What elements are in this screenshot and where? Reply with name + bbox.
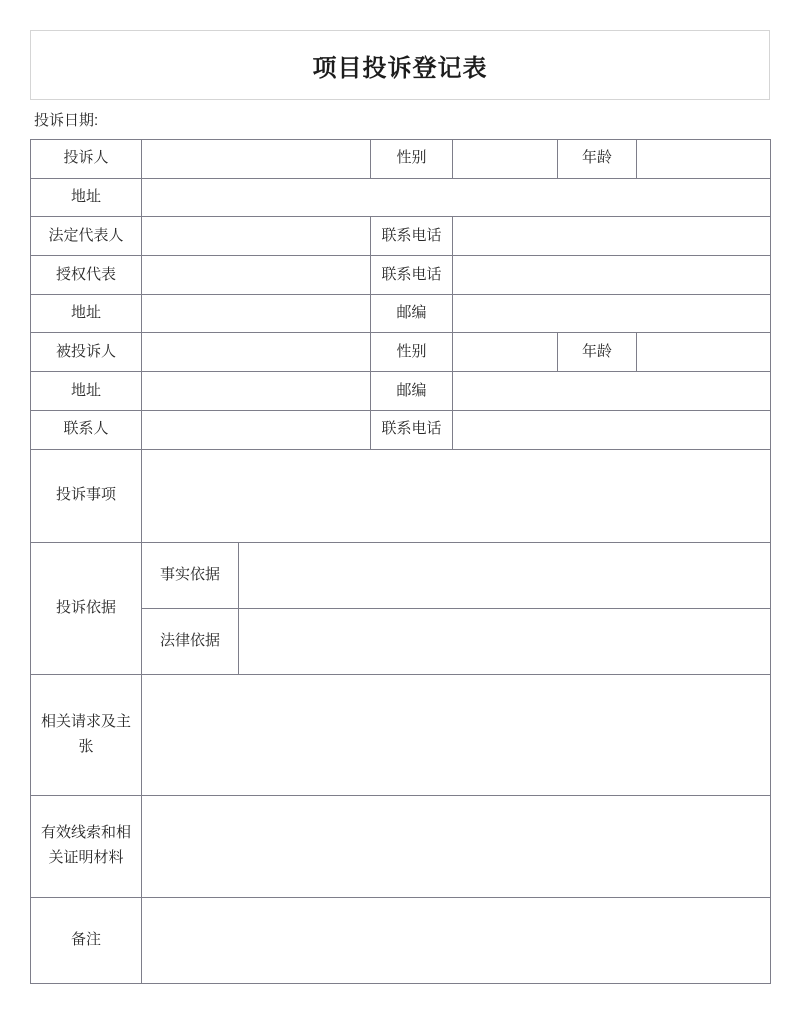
respondent-value-cell[interactable] [142, 333, 371, 372]
authorized-representative-phone-value-cell[interactable] [453, 256, 771, 295]
row-remarks [31, 897, 771, 983]
legal-basis-label: 法律依据 [142, 608, 239, 674]
complainant-age-label: 年龄 [558, 140, 637, 179]
complainant-gender-label: 性别 [371, 140, 453, 179]
complaint-form-table [30, 139, 771, 984]
complaint-form-sheet [30, 30, 770, 984]
claims-value-cell[interactable] [142, 674, 771, 795]
row-contact-person [31, 410, 771, 449]
claims-label: 相关请求及主张 [31, 674, 142, 795]
legal-representative-value-cell[interactable] [142, 217, 371, 256]
respondent-gender-label: 性别 [371, 333, 453, 372]
form-title: 项目投诉登记表 [312, 54, 488, 82]
row-legal-representative [31, 217, 771, 256]
row-evidence [31, 795, 771, 897]
form-title-box [30, 30, 770, 100]
complainant-age-value-cell[interactable] [637, 140, 771, 179]
complaint-date-row[interactable] [30, 100, 770, 139]
complainant-label: 投诉人 [31, 140, 142, 179]
complainant-address-label: 地址 [31, 178, 142, 217]
complaint-date-label: 投诉日期: [34, 112, 99, 129]
contact-person-phone-label: 联系电话 [371, 410, 453, 449]
complaint-matters-value-cell[interactable] [142, 449, 771, 542]
legal-representative-phone-value-cell[interactable] [453, 217, 771, 256]
contact-person-label: 联系人 [31, 410, 142, 449]
legal-basis-value-cell[interactable] [239, 608, 771, 674]
complainant-gender-value-cell[interactable] [453, 140, 558, 179]
row-complainant-address [31, 178, 771, 217]
respondent-postal-code-value-cell[interactable] [453, 372, 771, 411]
complainant-address-value-cell[interactable] [142, 178, 771, 217]
row-complainant [31, 140, 771, 179]
row-respondent-address [31, 372, 771, 411]
complaint-basis-label: 投诉依据 [31, 542, 142, 674]
representative-postal-code-value-cell[interactable] [453, 294, 771, 333]
respondent-gender-value-cell[interactable] [453, 333, 558, 372]
row-representative-address [31, 294, 771, 333]
respondent-age-value-cell[interactable] [637, 333, 771, 372]
representative-address-value-cell[interactable] [142, 294, 371, 333]
factual-basis-value-cell[interactable] [239, 542, 771, 608]
respondent-age-label: 年龄 [558, 333, 637, 372]
evidence-label: 有效线索和相关证明材料 [31, 795, 142, 897]
authorized-representative-value-cell[interactable] [142, 256, 371, 295]
row-claims [31, 674, 771, 795]
authorized-representative-phone-label: 联系电话 [371, 256, 453, 295]
representative-address-label: 地址 [31, 294, 142, 333]
authorized-representative-label: 授权代表 [31, 256, 142, 295]
legal-representative-label: 法定代表人 [31, 217, 142, 256]
complaint-matters-label: 投诉事项 [31, 449, 142, 542]
evidence-value-cell[interactable] [142, 795, 771, 897]
respondent-address-label: 地址 [31, 372, 142, 411]
row-factual-basis [31, 542, 771, 608]
row-authorized-representative [31, 256, 771, 295]
remarks-label: 备注 [31, 897, 142, 983]
remarks-value-cell[interactable] [142, 897, 771, 983]
complainant-value-cell[interactable] [142, 140, 371, 179]
row-legal-basis [31, 608, 771, 674]
row-complaint-matters [31, 449, 771, 542]
representative-postal-code-label: 邮编 [371, 294, 453, 333]
respondent-label: 被投诉人 [31, 333, 142, 372]
legal-representative-phone-label: 联系电话 [371, 217, 453, 256]
contact-person-phone-value-cell[interactable] [453, 410, 771, 449]
respondent-address-value-cell[interactable] [142, 372, 371, 411]
factual-basis-label: 事实依据 [142, 542, 239, 608]
contact-person-value-cell[interactable] [142, 410, 371, 449]
respondent-postal-code-label: 邮编 [371, 372, 453, 411]
row-respondent [31, 333, 771, 372]
